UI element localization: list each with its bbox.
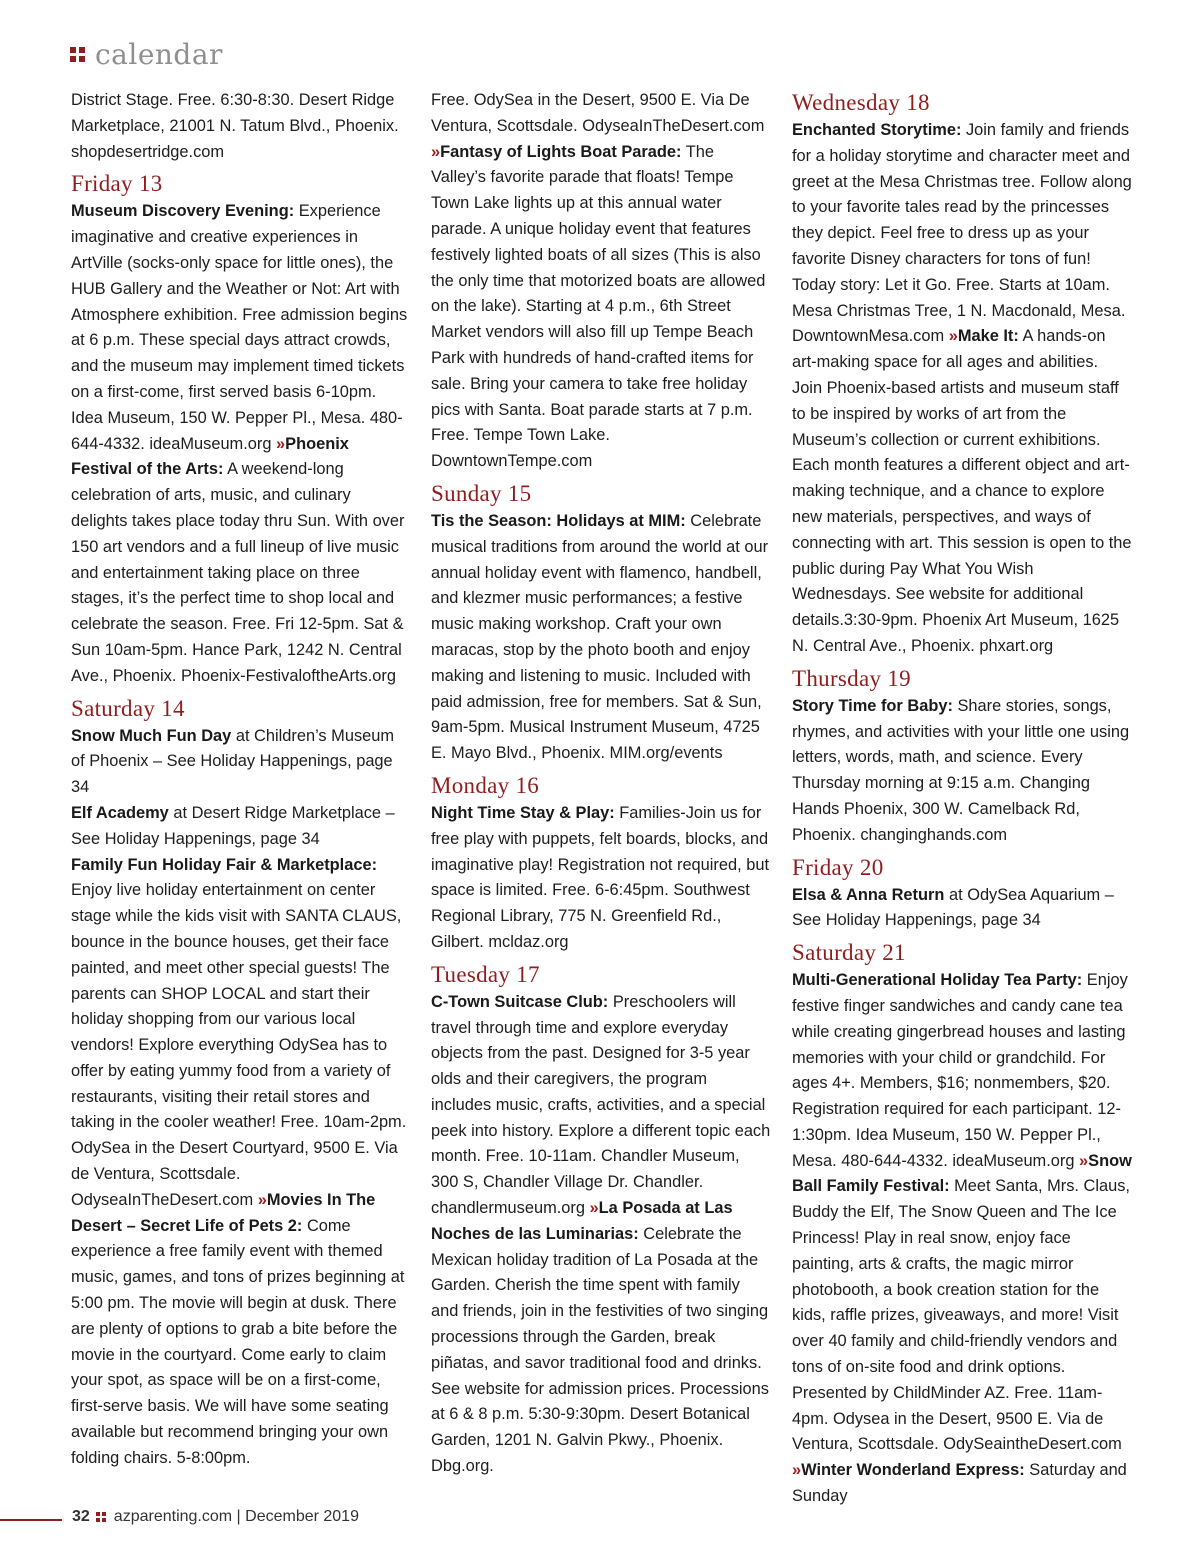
continued-text [431, 88, 771, 475]
section-header [70, 38, 223, 71]
square-dots-icon [70, 47, 85, 62]
event-details: The Valley’s favorite parade that floats! Tempe Town Lake lights up at this annual water parade. A unique holiday event that features festively lighted boats of all sizes (This is also the only time that motorized boats are allowed on the lake). Starting at 4 p.m., 6th Street Market vendors will also fill up Tempe Beach Park with hundreds of hand-crafted items for sale. Bring your camera to take free holiday pics with Santa. Boat parade starts at 7 p.m. Free. Tempe Town Lake. DowntownTempe.com [431, 142, 766, 471]
day-heading: Tuesday 17 [431, 961, 540, 987]
event-name: Night Time Stay & Play: [431, 803, 615, 822]
event-entry [431, 509, 771, 767]
event-details: Experience imaginative and creative experiences in ArtVille (socks-only space for little ones), the HUB Gallery and the Weather or Not: Art with Atmosphere exhibition. Free admission begins at 6 p.m. These special days attract crowds, and the museum may implement timed tickets on a first-come, first served basis 6-10pm. Idea Museum, 150 W. Pepper Pl., Mesa. 480-644-4332. ideaMuseum.org [71, 202, 408, 453]
event-entry [792, 694, 1132, 849]
calendar-column-1 [71, 88, 411, 1472]
double-chevron-icon: » [257, 1190, 267, 1209]
double-chevron-icon: » [276, 434, 286, 453]
event-details: Come experience a free family event with themed music, games, and tons of prizes beginning at 5:00 pm. The movie will begin at dusk. There are plenty of options to grab a bite before the movie in the courtyard. Come early to claim your spot, as space will be on a first-come, first-serve basis. We will have some seating available but recommend bringing your own folding chairs. 5-8:00pm. [71, 1216, 405, 1467]
event-name: Tis the Season: Holidays at MIM: [431, 511, 686, 530]
event-name: Elsa & Anna Return [792, 885, 945, 904]
event-details: at Children’s Museum of Phoenix – See Holiday Happenings, page 34 [71, 726, 395, 797]
event-details: Saturday and Sunday [792, 1461, 1127, 1506]
footer-rule [0, 1519, 62, 1521]
section-title: calendar [95, 38, 223, 71]
calendar-column-2 [431, 88, 771, 1480]
day-heading: Saturday 14 [71, 695, 185, 721]
event-name: Fantasy of Lights Boat Parade: [440, 142, 682, 161]
day-entries [431, 990, 771, 1480]
event-name: Elf Academy [71, 803, 169, 822]
event-name: Snow Much Fun Day [71, 726, 232, 745]
day-heading: Saturday 21 [792, 940, 906, 966]
event-details: Enjoy festive finger sandwiches and candy cane tea while creating gingerbread houses and lasting memories with your child or grandchild. For ages 4+. Members, $16; nonmembers, $20. Registration required for each participant. 12-1:30pm. Idea Museum, 150 W. Pepper Pl., Mesa. 480-644-4332. ideaMuseum.org [792, 971, 1128, 1170]
event-name: Enchanted Storytime: [792, 121, 962, 139]
continued-text: District Stage. Free. 6:30-8:30. Desert Ridge Marketplace, 21001 N. Tatum Blvd., Phoenix. shopdesertridge.com [71, 91, 399, 161]
event-name: Snow Ball Family Festival: [792, 1151, 1132, 1196]
day-heading: Friday 13 [71, 171, 163, 197]
page-footer [0, 1505, 1200, 1535]
event-details: at Desert Ridge Marketplace – See Holiday Happenings, page 34 [71, 803, 395, 848]
day-entries [71, 853, 411, 1472]
double-chevron-icon: » [792, 1461, 802, 1480]
footer-site: azparenting.com | December 2019 [113, 1508, 359, 1525]
day-heading: Monday 16 [431, 772, 540, 798]
event-entry [71, 801, 411, 853]
event-name: Phoenix Festival of the Arts: [71, 434, 349, 479]
event-details: Share stories, songs, rhymes, and activities with your little one using letters, words, math, and science. Every Thursday morning at 9:15 a.m. Changing Hands Phoenix, 300 W. Camelback Rd, Phoenix. changinghands.com [792, 696, 1130, 844]
event-details: Meet Santa, Mrs. Claus, Buddy the Elf, The Snow Queen and The Ice Princess! Play in real snow, enjoy face painting, arts & crafts, the magic mirror photobooth, a book creation station for the kids, raffle prizes, giveaways, and more! Visit over 40 family and child-friendly vendors and tons of on-site food and drink options. Presented by ChildMinder AZ. Free. 11am-4pm. Odysea in the Desert, 9500 E. Via de Ventura, Scottsdale. OdySeaintheDesert.com [792, 1177, 1130, 1454]
event-name: Movies In The Desert – Secret Life of Pets 2: [71, 1190, 376, 1235]
day-heading: Wednesday 18 [792, 90, 930, 115]
event-details: at OdySea Aquarium – See Holiday Happenings, page 34 [792, 885, 1114, 930]
square-dots-icon [96, 1512, 106, 1522]
continued-details: Free. OdySea in the Desert, 9500 E. Via De Ventura, Scottsdale. OdyseaInTheDesert.com [431, 91, 765, 135]
event-name: Winter Wonderland Express: [801, 1461, 1025, 1480]
event-details: Celebrate musical traditions from around the world at our annual holiday event with flamenco, handbell, and klezmer music performances; a festive music making workshop. Craft your own maracas, stop by the photo booth and enjoy making and listening to music. Included with paid admission, free for members. Sat & Sun, 9am-5pm. Musical Instrument Museum, 4725 E. Mayo Blvd., Phoenix. MIM.org/events [431, 511, 769, 763]
day-entries [71, 199, 411, 689]
event-name: La Posada at Las Noches de las Luminarias: [431, 1199, 733, 1243]
double-chevron-icon: » [1079, 1151, 1089, 1170]
event-entry [431, 801, 771, 956]
event-entry [71, 724, 411, 801]
event-name: C-Town Suitcase Club: [431, 992, 609, 1011]
event-details: Join family and friends for a holiday storytime and character meet and greet at the Mesa Christmas tree. Follow along to your favorite tales read by the princesses they depict. Feel free to dress up as your favorite Disney characters for tons of fun! Today story: Let it Go. Free. Starts at 10am. Mesa Christmas Tree, 1 N. Macdonald, Mesa. DowntownMesa.com [792, 121, 1132, 346]
event-name: Museum Discovery Evening: [71, 202, 295, 221]
event-entry [792, 883, 1132, 935]
double-chevron-icon: » [589, 1199, 599, 1218]
event-details: Celebrate the Mexican holiday tradition of La Posada at the Garden. Cherish the time spent with family and friends, join in the festivities of two singing processions through the Garden, break piñatas, and savor traditional food and drinks. See website for admission prices. Processions at 6 & 8 p.m. 5:30-9:30pm. Desert Botanical Garden, 1201 N. Galvin Pkwy., Phoenix. Dbg.org. [431, 1224, 769, 1476]
event-details: A hands-on art-making space for all ages and abilities. Join Phoenix-based artists and museum staff to be inspired by works of art from the Museum’s collection or current exhibitions. Each month features a different object and art-making technique, and a chance to explore new materials, perspectives, and ways of connecting with art. This session is open to the public during Pay What You Wish Wednesdays. See website for additional details.3:30-9pm. Phoenix Art Museum, 1625 N. Central Ave., Phoenix. phxart.org [792, 327, 1132, 655]
page-number: 32 [72, 1508, 90, 1525]
event-details: Enjoy live holiday entertainment on center stage while the kids visit with SANTA CLAUS, bounce in the bounce houses, get their face painted, and meet other special guests! The parents can SHOP LOCAL and start their holiday shopping from our various local vendors! Explore everything OdySea has to offer by eating yummy food from a variety of restaurants, visiting their retail stores and taking in the cooler weather! Free. 10am-2pm. OdySea in the Desert Courtyard, 9500 E. Via de Ventura, Scottsdale. OdyseaInTheDesert.com [71, 881, 407, 1209]
event-details: A weekend-long celebration of arts, music, and culinary delights takes place today thru Sun. With over 150 art vendors and a full lineup of live music and entertainment taking place on three stages, it’s the perfect time to shop local and celebrate the season. Free. Fri 12-5pm. Sat & Sun 10am-5pm. Hance Park, 1242 N. Central Ave., Phoenix. Phoenix-FestivaloftheArts.org [71, 460, 405, 685]
day-entries [792, 118, 1132, 660]
day-heading: Thursday 19 [792, 665, 911, 691]
calendar-column-3 [792, 88, 1132, 1510]
event-details: Families-Join us for free play with puppets, felt boards, blocks, and imaginative play! Registration not required, but space is limited. Free. 6-6:45pm. Southwest Regional Library, 775 N. Greenfield Rd., Gilbert. mcldaz.org [431, 803, 770, 951]
event-name: Multi-Generational Holiday Tea Party: [792, 971, 1083, 990]
day-heading: Sunday 15 [431, 480, 532, 506]
day-heading: Friday 20 [792, 854, 884, 880]
day-entries [792, 968, 1132, 1510]
event-name: Family Fun Holiday Fair & Marketplace: [71, 855, 378, 874]
event-name: Story Time for Baby: [792, 696, 953, 715]
double-chevron-icon: » [948, 327, 958, 346]
double-chevron-icon: » [431, 142, 441, 161]
event-name: Make It: [957, 327, 1019, 346]
footer-content [72, 1508, 359, 1526]
event-details: Preschoolers will travel through time and explore everyday objects from the past. Designed for 3-5 year olds and their caregivers, the program includes music, crafts, activities, and a special peek into history. Explore a different topic each month. Free. 10-11am. Chandler Museum, 300 S, Chandler Village Dr. Chandler. chandlermuseum.org [431, 992, 771, 1218]
